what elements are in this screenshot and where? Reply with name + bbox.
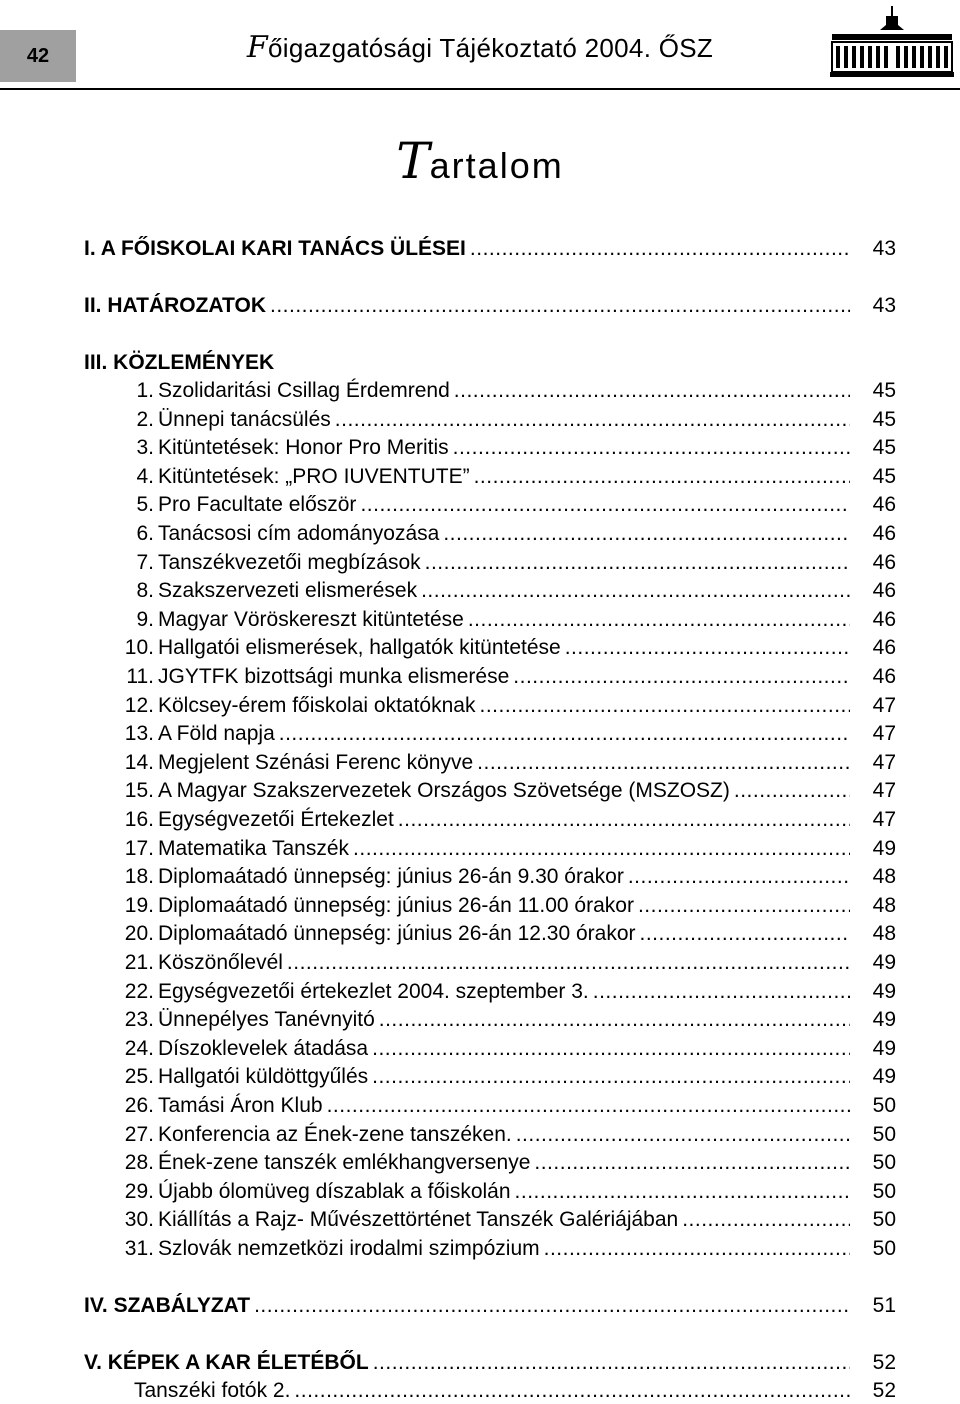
- toc-item-number: 21.: [124, 951, 154, 974]
- running-title-text: őigazgatósági Tájékoztató 2004. ŐSZ: [268, 33, 714, 63]
- toc-page-number: 45: [872, 379, 896, 402]
- toc-item-number: 14.: [124, 751, 154, 774]
- header-rule: [0, 88, 960, 90]
- dot-leader: [372, 1036, 850, 1062]
- page-header: [0, 0, 960, 106]
- toc-page-number: 50: [872, 1094, 896, 1117]
- toc-page-number: 47: [872, 751, 896, 774]
- toc-entry-label: Köszönőlevél: [158, 951, 283, 974]
- dot-leader: [379, 1007, 850, 1033]
- toc-page-number: 49: [872, 1008, 896, 1031]
- toc-item-number: 29.: [124, 1180, 154, 1203]
- toc-section-5: [84, 1350, 896, 1376]
- toc-entry-label: Konferencia az Ének-zene tanszéken.: [158, 1123, 512, 1146]
- dot-leader: [638, 893, 850, 919]
- dot-leader: [372, 1064, 850, 1090]
- toc-item-12: [84, 693, 896, 719]
- toc-item-number: 25.: [124, 1065, 154, 1088]
- toc-item-number: 31.: [124, 1237, 154, 1260]
- dot-leader: [468, 607, 850, 633]
- dot-leader: [477, 750, 850, 776]
- dot-leader: [294, 1378, 850, 1404]
- title-initial: T: [396, 132, 430, 190]
- toc-item-number: 12.: [124, 694, 154, 717]
- toc-item-17: [84, 836, 896, 862]
- toc-page-number: 52: [872, 1379, 896, 1402]
- dot-leader: [479, 693, 850, 719]
- dot-leader: [398, 807, 850, 833]
- toc-page-number: 43: [872, 294, 896, 317]
- toc-item-10: [84, 635, 896, 661]
- toc-page-number: 48: [872, 922, 896, 945]
- dot-leader: [335, 407, 850, 433]
- toc-item-number: 9.: [136, 608, 154, 631]
- page-number: 42: [26, 44, 50, 67]
- toc-item-5: [84, 492, 896, 518]
- college-building-logo-icon: [828, 4, 956, 80]
- dot-leader: [425, 550, 850, 576]
- toc-entry-label: V. KÉPEK A KAR ÉLETÉBŐL: [84, 1351, 369, 1374]
- toc-item-number: 4.: [136, 465, 154, 488]
- toc-item-25: [84, 1064, 896, 1090]
- toc-item-29: [84, 1179, 896, 1205]
- toc-item-number: 26.: [124, 1094, 154, 1117]
- dot-leader: [544, 1236, 850, 1262]
- toc-page-number: 49: [872, 951, 896, 974]
- toc-page-number: 50: [872, 1151, 896, 1174]
- toc-entry-label: III. KÖZLEMÉNYEK: [84, 351, 275, 374]
- toc-page-number: 46: [872, 493, 896, 516]
- toc-item-number: 5.: [136, 493, 154, 516]
- toc-section-3: [84, 350, 896, 376]
- toc-item-14: [84, 750, 896, 776]
- running-title-initial: F: [246, 30, 269, 65]
- toc-item-number: 20.: [124, 922, 154, 945]
- toc-page-number: 46: [872, 608, 896, 631]
- dot-leader: [270, 293, 850, 319]
- toc-page-number: 46: [872, 579, 896, 602]
- dot-leader: [353, 836, 850, 862]
- toc-item-number: 3.: [136, 436, 154, 459]
- dot-leader: [640, 921, 851, 947]
- toc-page-number: 48: [872, 894, 896, 917]
- dot-leader: [453, 435, 850, 461]
- toc-page-number: 47: [872, 722, 896, 745]
- toc-item-23: [84, 1007, 896, 1033]
- toc-page-number: 49: [872, 837, 896, 860]
- toc-page-number: 47: [872, 694, 896, 717]
- toc-page-number: 50: [872, 1208, 896, 1231]
- toc-item-4: [84, 464, 896, 490]
- toc-item-24: [84, 1036, 896, 1062]
- toc-item-21: [84, 950, 896, 976]
- toc-item-number: 8.: [136, 579, 154, 602]
- page-title: [0, 132, 960, 190]
- toc-item-8: [84, 578, 896, 604]
- toc-entry-label: Kitüntetések: „PRO IUVENTUTE”: [158, 465, 470, 488]
- dot-leader: [360, 492, 850, 518]
- toc-item-number: 2.: [136, 408, 154, 431]
- dot-leader: [513, 664, 850, 690]
- toc-entry-label: Ünnepélyes Tanévnyitó: [158, 1008, 375, 1031]
- toc-item-18: [84, 864, 896, 890]
- toc-item-number: 1.: [136, 379, 154, 402]
- toc-item-3: [84, 435, 896, 461]
- dot-leader: [287, 950, 850, 976]
- toc-entry-label: IV. SZABÁLYZAT: [84, 1294, 251, 1317]
- toc-entry-label: Diplomaátadó ünnepség: június 26-án 12.30 órakor: [158, 922, 636, 945]
- dot-leader: [593, 979, 850, 1005]
- toc-page-number: 50: [872, 1237, 896, 1260]
- toc-item-11: [84, 664, 896, 690]
- toc-entry-label: Kiállítás a Rajz- Művészettörténet Tanszék Galériájában: [158, 1208, 679, 1231]
- toc-entry-label: Diplomaátadó ünnepség: június 26-án 9.30 órakor: [158, 865, 624, 888]
- toc-item-number: 16.: [124, 808, 154, 831]
- toc-page-number: 47: [872, 779, 896, 802]
- toc-entry-label: Tamási Áron Klub: [158, 1094, 323, 1117]
- dot-leader: [279, 721, 850, 747]
- dot-leader: [516, 1122, 850, 1148]
- toc-entry-label: Szolidaritási Csillag Érdemrend: [158, 379, 450, 402]
- toc-subitem: [134, 1378, 896, 1404]
- toc-item-30: [84, 1207, 896, 1233]
- toc-item-6: [84, 521, 896, 547]
- dot-leader: [734, 778, 850, 804]
- toc-item-number: 10.: [124, 636, 154, 659]
- toc-page-number: 47: [872, 808, 896, 831]
- toc-page-number: 43: [872, 237, 896, 260]
- toc-entry-label: A Föld napja: [158, 722, 275, 745]
- dot-leader: [682, 1207, 850, 1233]
- toc-entry-label: Tanszékvezetői megbízások: [158, 551, 421, 574]
- toc-page-number: 48: [872, 865, 896, 888]
- title-text: artalom: [429, 145, 564, 186]
- dot-leader: [565, 635, 850, 661]
- toc-item-number: 24.: [124, 1037, 154, 1060]
- toc-item-9: [84, 607, 896, 633]
- toc-entry-label: Kölcsey-érem főiskolai oktatóknak: [158, 694, 476, 717]
- dot-leader: [327, 1093, 850, 1119]
- toc-page-number: 50: [872, 1180, 896, 1203]
- toc-entry-label: JGYTFK bizottsági munka elismerése: [158, 665, 510, 688]
- toc-item-28: [84, 1150, 896, 1176]
- toc-entry-label: Egységvezetői értekezlet 2004. szeptember 3.: [158, 980, 589, 1003]
- toc-item-16: [84, 807, 896, 833]
- toc-page-number: 45: [872, 408, 896, 431]
- toc-item-22: [84, 979, 896, 1005]
- toc-entry-label: Hallgatói küldöttgyűlés: [158, 1065, 369, 1088]
- toc-item-number: 28.: [124, 1151, 154, 1174]
- toc-entry-label: Diplomaátadó ünnepség: június 26-án 11.00 órakor: [158, 894, 634, 917]
- toc-page-number: 46: [872, 522, 896, 545]
- dot-leader: [373, 1350, 850, 1376]
- toc-section-2: [84, 293, 896, 319]
- toc-entry-label: Matematika Tanszék: [158, 837, 350, 860]
- toc-entry-label: Díszoklevelek átadása: [158, 1037, 369, 1060]
- toc-item-number: 27.: [124, 1123, 154, 1146]
- toc-section-4: [84, 1293, 896, 1319]
- toc-item-number: 15.: [124, 779, 154, 802]
- toc-item-number: 23.: [124, 1008, 154, 1031]
- toc-item-number: 30.: [124, 1208, 154, 1231]
- toc-item-number: 18.: [124, 865, 154, 888]
- dot-leader: [534, 1150, 850, 1176]
- dot-leader: [443, 521, 850, 547]
- toc-entry-label: A Magyar Szakszervezetek Országos Szövetsége (MSZOSZ): [158, 779, 730, 802]
- toc-item-20: [84, 921, 896, 947]
- toc-page-number: 49: [872, 980, 896, 1003]
- dot-leader: [628, 864, 850, 890]
- toc-item-number: 17.: [124, 837, 154, 860]
- toc-page-number: 45: [872, 436, 896, 459]
- toc-section-1: [84, 236, 896, 262]
- toc-item-number: 13.: [124, 722, 154, 745]
- toc-item-number: 7.: [136, 551, 154, 574]
- toc-item-number: 6.: [136, 522, 154, 545]
- toc-item-number: 19.: [124, 894, 154, 917]
- running-title: [0, 30, 960, 65]
- dot-leader: [474, 464, 850, 490]
- dot-leader: [515, 1179, 850, 1205]
- toc-item-13: [84, 721, 896, 747]
- toc-entry-label: Ének-zene tanszék emlékhangversenye: [158, 1151, 531, 1174]
- toc-entry-label: Tanácsosi cím adományozása: [158, 522, 440, 545]
- toc-page-number: 51: [872, 1294, 896, 1317]
- toc-page-number: 49: [872, 1037, 896, 1060]
- toc-entry-label: Szakszervezeti elismerések: [158, 579, 418, 602]
- toc-page-number: 46: [872, 551, 896, 574]
- toc-item-19: [84, 893, 896, 919]
- toc-entry-label: Ünnepi tanácsülés: [158, 408, 331, 431]
- toc-item-number: 11.: [126, 665, 154, 688]
- toc-page-number: 50: [872, 1123, 896, 1146]
- toc-entry-label: Újabb ólomüveg díszablak a főiskolán: [158, 1180, 511, 1203]
- toc-entry-label: Tanszéki fotók 2.: [134, 1379, 291, 1402]
- toc-entry-label: Kitüntetések: Honor Pro Meritis: [158, 436, 449, 459]
- toc-entry-label: II. HATÁROZATOK: [84, 294, 266, 317]
- toc-item-number: 22.: [124, 980, 154, 1003]
- toc-page-number: 49: [872, 1065, 896, 1088]
- toc-page-number: 45: [872, 465, 896, 488]
- dot-leader: [421, 578, 850, 604]
- dot-leader: [454, 378, 850, 404]
- toc-item-1: [84, 378, 896, 404]
- dot-leader: [470, 236, 850, 262]
- toc-entry-label: Egységvezetői Értekezlet: [158, 808, 394, 831]
- toc-item-27: [84, 1122, 896, 1148]
- toc-item-26: [84, 1093, 896, 1119]
- toc-entry-label: I. A FŐISKOLAI KARI TANÁCS ÜLÉSEI: [84, 237, 466, 260]
- toc-item-2: [84, 407, 896, 433]
- toc-page-number: 46: [872, 636, 896, 659]
- toc-page-number: 52: [872, 1351, 896, 1374]
- toc-entry-label: Magyar Vöröskereszt kitüntetése: [158, 608, 464, 631]
- toc-entry-label: Hallgatói elismerések, hallgatók kitüntetése: [158, 636, 561, 659]
- toc-entry-label: Pro Facultate először: [158, 493, 357, 516]
- toc-item-7: [84, 550, 896, 576]
- toc-item-15: [84, 778, 896, 804]
- toc-item-31: [84, 1236, 896, 1262]
- dot-leader: [254, 1293, 850, 1319]
- toc-entry-label: Megjelent Szénási Ferenc könyve: [158, 751, 474, 774]
- toc-page-number: 46: [872, 665, 896, 688]
- toc-entry-label: Szlovák nemzetközi irodalmi szimpózium: [158, 1237, 540, 1260]
